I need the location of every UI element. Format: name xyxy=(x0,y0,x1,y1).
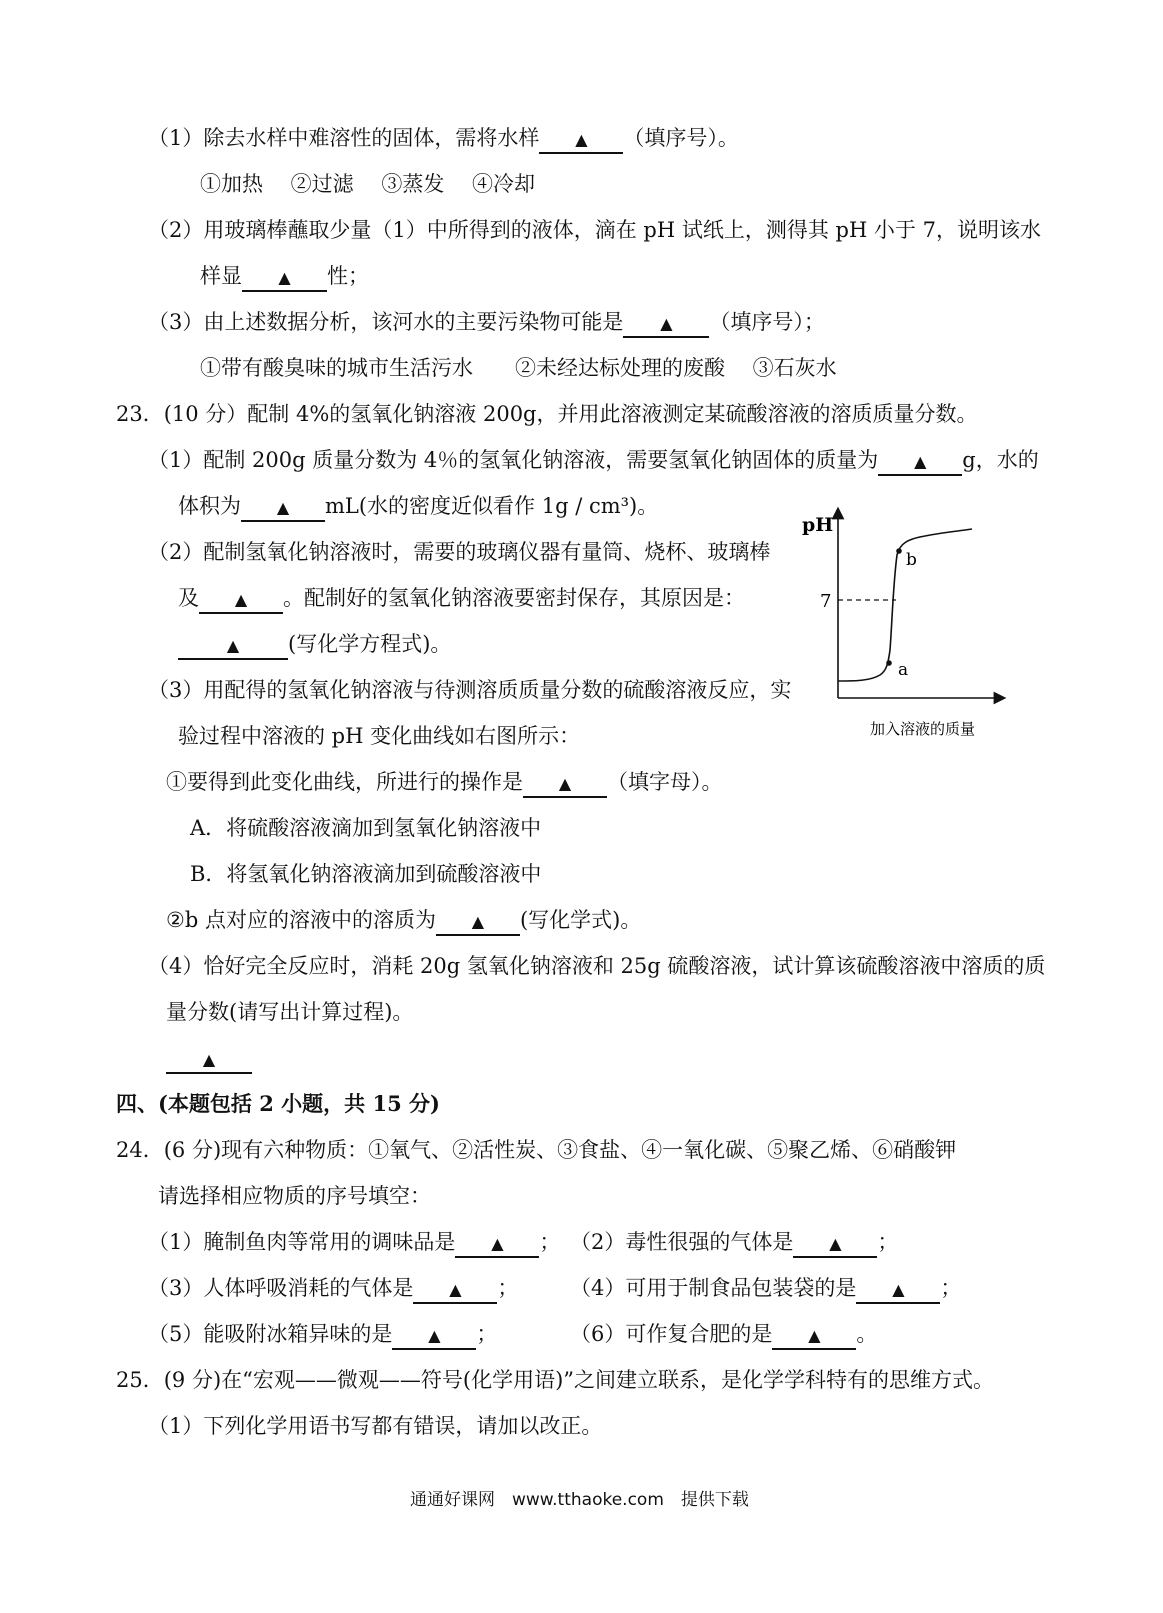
q24-item-3: （3）人体呼吸消耗的气体是 ▲ ； xyxy=(148,1274,518,1304)
answer-blank[interactable]: ▲ xyxy=(199,586,283,614)
answer-blank[interactable]: ▲ xyxy=(878,448,962,476)
answer-blank[interactable]: ▲ xyxy=(166,1046,252,1074)
answer-blank[interactable]: ▲ xyxy=(178,632,288,660)
q24-item-1: （1）腌制鱼肉等常用的调味品是 ▲ ； xyxy=(148,1228,560,1258)
answer-blank[interactable]: ▲ xyxy=(539,126,623,154)
q23-part4-answer xyxy=(166,1044,252,1074)
point-b-label: b xyxy=(906,550,917,570)
q24-item-2: （2）毒性很强的气体是 ▲ ； xyxy=(570,1228,898,1258)
y-axis-label: pH xyxy=(802,514,834,536)
q25-part1: （1）下列化学用语书写都有错误，请加以改正。 xyxy=(148,1414,603,1438)
q24-subtitle: 请选择相应物质的序号填空： xyxy=(158,1184,431,1208)
q22-part2-line2: 样显 ▲ 性； xyxy=(200,262,369,292)
x-axis-caption: 加入溶液的质量 xyxy=(870,720,976,738)
answer-blank[interactable]: ▲ xyxy=(241,494,325,522)
page-footer: 通通好课网 www.tthaoke.com 提供下载 xyxy=(410,1490,749,1510)
answer-blank[interactable]: ▲ xyxy=(436,908,520,936)
q22-part1: （1）除去水样中难溶性的固体，需将水样 ▲ （填序号）。 xyxy=(148,124,739,154)
point-b xyxy=(896,548,902,554)
q24-title: 24．(6 分)现有六种物质：①氧气、②活性炭、③食盐、④一氧化碳、⑤聚乙烯、⑥硝酸钾 xyxy=(116,1138,957,1162)
q23-part4-line1: （4）恰好完全反应时，消耗 20g 氢氧化钠溶液和 25g 硫酸溶液，试计算该硫酸溶液中溶质的质 xyxy=(148,954,1046,978)
point-a-label: a xyxy=(898,660,909,680)
answer-blank[interactable]: ▲ xyxy=(793,1230,877,1258)
q23-part2-line2: 及 ▲ 。配制好的氢氧化钠溶液要密封保存，其原因是： xyxy=(178,584,745,614)
q24-item-6: （6）可作复合肥的是 ▲ 。 xyxy=(570,1320,877,1350)
q23-part1-line2: 体积为 ▲ mL(水的密度近似看作 1g / cm³)。 xyxy=(178,492,658,522)
answer-blank[interactable]: ▲ xyxy=(242,264,327,292)
section-4-heading: 四、(本题包括 2 小题，共 15 分) xyxy=(116,1091,440,1116)
answer-blank[interactable]: ▲ xyxy=(623,310,709,338)
answer-blank[interactable]: ▲ xyxy=(523,770,607,798)
answer-blank[interactable]: ▲ xyxy=(856,1276,940,1304)
ph-curve-figure xyxy=(800,505,1030,760)
q23-part3-q2: ②b 点对应的溶液中的溶质为 ▲ (写化学式)。 xyxy=(166,906,641,936)
answer-blank[interactable]: ▲ xyxy=(455,1230,539,1258)
point-a xyxy=(886,660,892,666)
y-tick-7: 7 xyxy=(820,591,832,612)
q23-part2-line3: ▲ (写化学方程式)。 xyxy=(178,630,451,660)
q23-part2-line1: （2）配制氢氧化钠溶液时，需要的玻璃仪器有量筒、烧杯、玻璃棒 xyxy=(148,540,771,564)
answer-blank[interactable]: ▲ xyxy=(392,1322,476,1350)
q23-part3-line2: 验过程中溶液的 pH 变化曲线如右图所示： xyxy=(178,724,581,748)
option-a: A．将硫酸溶液滴加到氢氧化钠溶液中 xyxy=(190,816,542,840)
option-b: B．将氢氧化钠溶液滴加到硫酸溶液中 xyxy=(190,862,542,886)
answer-blank[interactable]: ▲ xyxy=(413,1276,497,1304)
q22-part2-line1: （2）用玻璃棒蘸取少量（1）中所得到的液体，滴在 pH 试纸上，测得其 pH 小于 7，说明该水 xyxy=(148,218,1041,242)
q22-part3: （3）由上述数据分析，该河水的主要污染物可能是 ▲ （填序号）； xyxy=(148,308,825,338)
answer-blank[interactable]: ▲ xyxy=(772,1322,856,1350)
q23-title: 23．(10 分）配制 4%的氢氧化钠溶液 200g，并用此溶液测定某硫酸溶液的溶质质量分数。 xyxy=(116,402,978,426)
q25-title: 25．(9 分)在“宏观——微观——符号(化学用语)”之间建立联系，是化学学科特有的思维方式。 xyxy=(116,1368,994,1392)
q23-part3-line1: （3）用配得的氢氧化钠溶液与待测溶质质量分数的硫酸溶液反应，实 xyxy=(148,678,792,702)
q23-part4-line2: 量分数(请写出计算过程)。 xyxy=(166,1000,414,1024)
q22-part1-options: ①加热 ②过滤 ③蒸发 ④冷却 xyxy=(200,172,536,196)
ph-curve xyxy=(838,529,972,681)
q22-part3-options: ①带有酸臭味的城市生活污水 ②未经达标处理的废酸 ③石灰水 xyxy=(200,356,837,380)
q23-part3-q1: ①要得到此变化曲线，所进行的操作是 ▲ （填字母）。 xyxy=(166,768,723,798)
q23-part1-line1: （1）配制 200g 质量分数为 4％的氢氧化钠溶液，需要氢氧化钠固体的质量为 ▲ g，水的 xyxy=(148,446,1039,476)
q24-item-5: （5）能吸附冰箱异味的是 ▲ ； xyxy=(148,1320,497,1350)
q24-item-4: （4）可用于制食品包装袋的是 ▲ ； xyxy=(570,1274,961,1304)
